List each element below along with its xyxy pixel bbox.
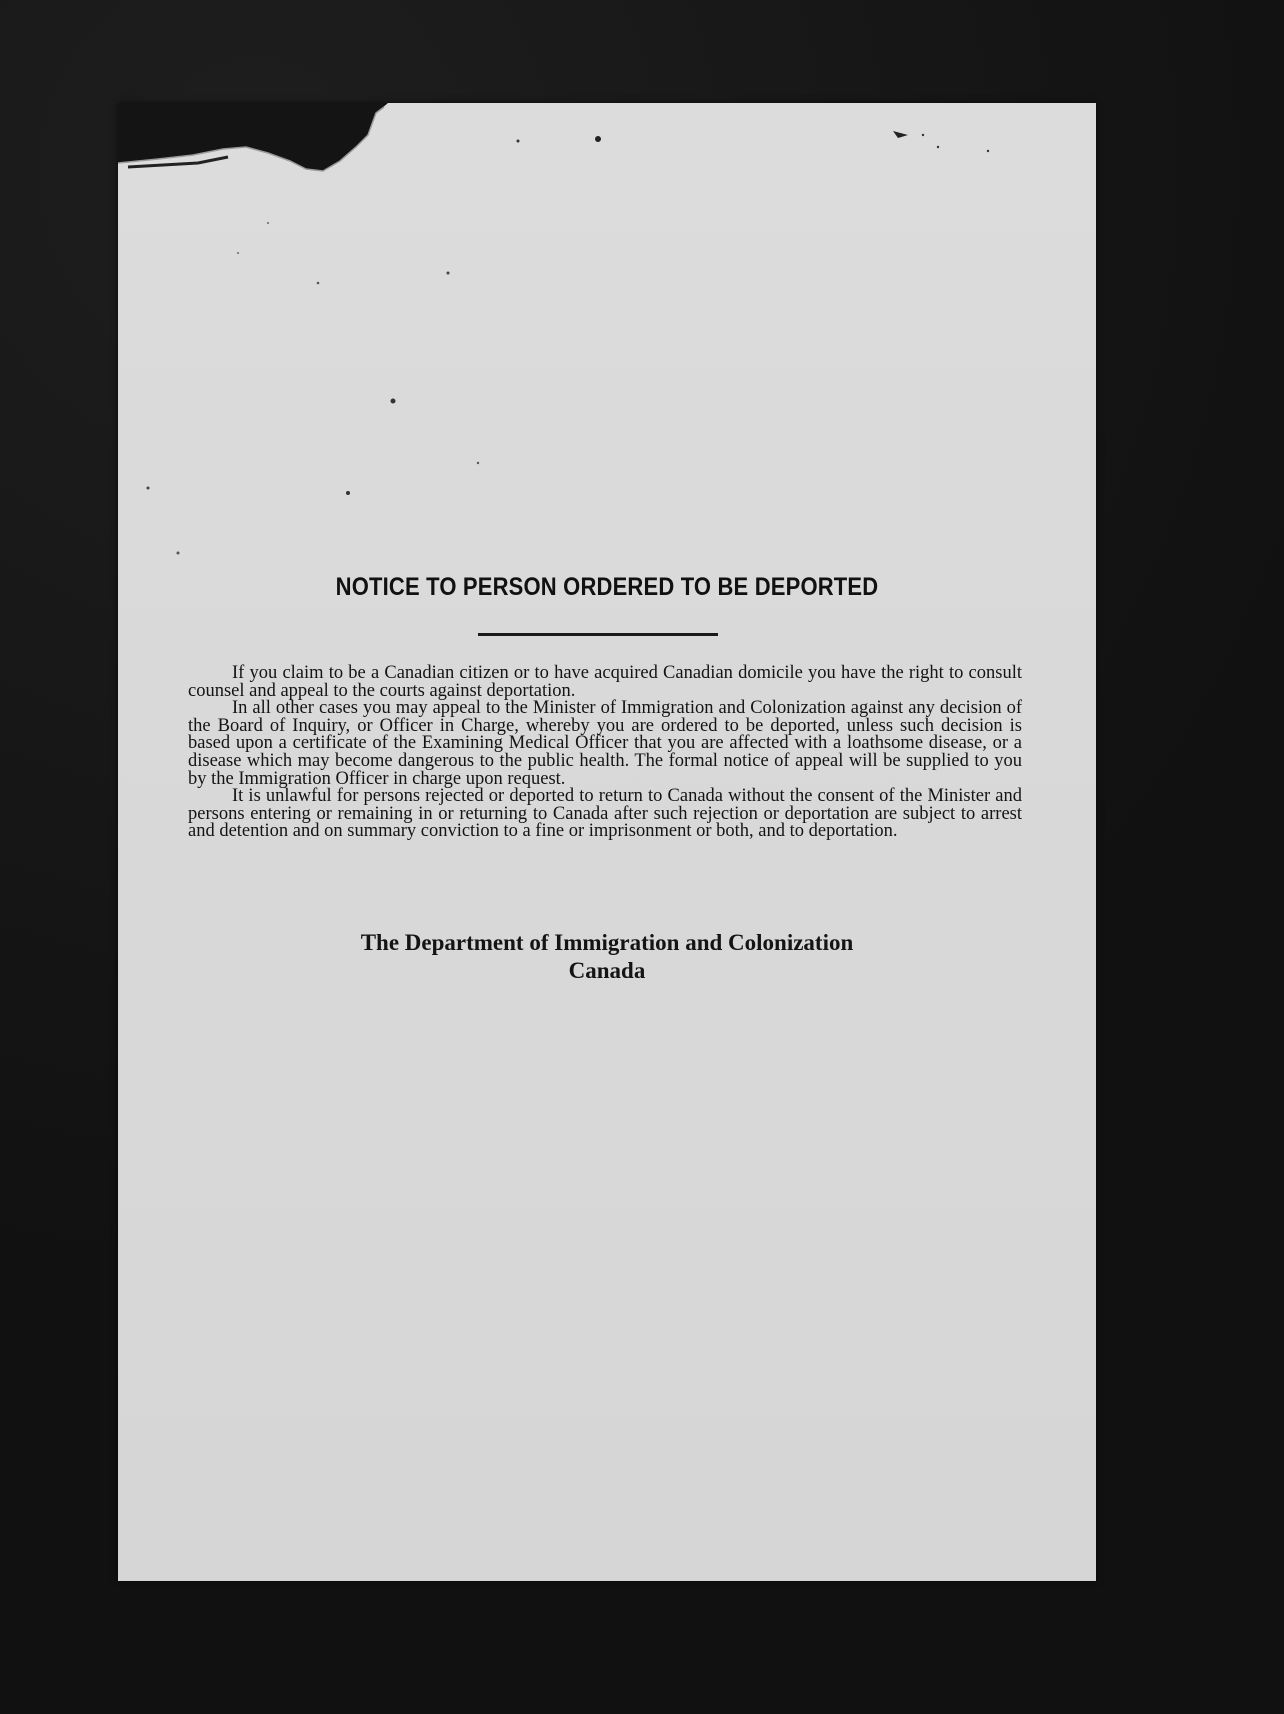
notice-body — [188, 665, 1022, 841]
country-name: Canada — [568, 958, 646, 983]
scan-specks — [118, 103, 1096, 703]
notice-title: NOTICE TO PERSON ORDERED TO BE DEPORTED — [335, 573, 879, 601]
paragraph-minister-appeal: In all other cases you may appeal to the Minister of Immigration and Colonization against any decision of the Board of Inquiry, or Officer in Charge, whereby you are ordered to be deported, unless such decision is based upon a certificate of the Examining Medical Officer that you are affected with a loathsome disease, or a disease which may become dangerous to the public health. The formal notice of appeal will be supplied to you by the Immigration Officer in charge upon request. — [188, 698, 1022, 789]
paragraph-citizen-appeal: If you claim to be a Canadian citizen or to have acquired Canadian domicile you have the right to consult counsel and appeal to the courts against deportation. — [188, 663, 1022, 701]
department-name: The Department of Immigration and Colonization — [360, 930, 854, 955]
paragraph-unlawful-return: It is unlawful for persons rejected or deported to return to Canada without the consent of the Minister and persons entering or remaining in or returning to Canada after such rejection or deportation are subject to arrest and detention and on summary conviction to a fine or imprisonment or both, and to deportation. — [188, 786, 1022, 842]
document-sheet — [118, 103, 1096, 1581]
title-divider — [478, 633, 718, 636]
issuer-signature-block — [118, 929, 1096, 985]
